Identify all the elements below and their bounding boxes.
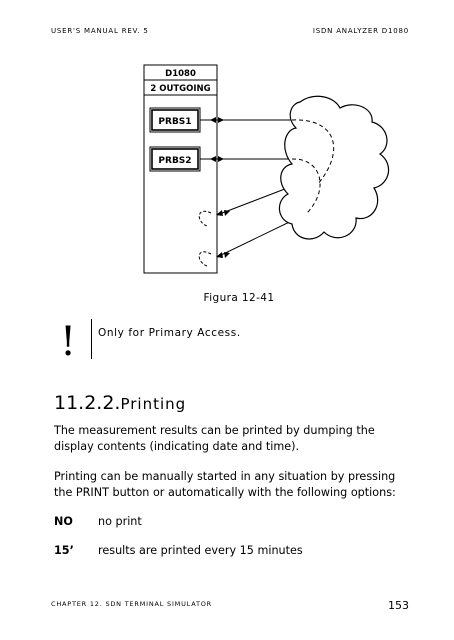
section-heading xyxy=(54,391,186,416)
header-product-title: ISDN ANALYZER D1080 xyxy=(312,27,409,35)
network-cloud-icon xyxy=(279,96,388,239)
note-divider xyxy=(91,319,92,359)
option-key: 15’ xyxy=(54,544,74,557)
option-key: NO xyxy=(54,515,73,528)
option-description: no print xyxy=(98,515,142,528)
paragraph: Printing can be manually started in any situation by pressing the PRINT button or automatically with the following options: xyxy=(54,470,396,499)
option-description: results are printed every 15 minutes xyxy=(98,544,303,557)
paragraph: The measurement results can be printed by dumping the display contents (indicating date and time). xyxy=(54,424,375,453)
footer-chapter: CHAPTER 12. SDN TERMINAL SIMULATOR xyxy=(51,600,212,608)
network-diagram xyxy=(0,0,454,290)
header-manual-title: USER'S MANUAL REV. 5 xyxy=(51,27,149,35)
warning-icon: ! xyxy=(60,319,77,365)
arrow-right-icon xyxy=(218,117,224,123)
device-label: D1080 xyxy=(165,69,196,79)
page-number: 153 xyxy=(388,599,409,612)
arrow-right-icon xyxy=(224,252,230,258)
prbs1-label: PRBS1 xyxy=(158,117,192,127)
arrow-right-icon xyxy=(218,156,224,162)
mode-label: 2 OUTGOING xyxy=(150,84,211,94)
section-title: Printing xyxy=(120,395,187,413)
section-number: 11.2.2. xyxy=(54,392,121,414)
arrow-right-icon xyxy=(224,210,230,216)
note-text: Only for Primary Access. xyxy=(98,327,241,339)
prbs2-label: PRBS2 xyxy=(158,156,192,166)
figure-caption: Figura 12-41 xyxy=(203,292,275,304)
